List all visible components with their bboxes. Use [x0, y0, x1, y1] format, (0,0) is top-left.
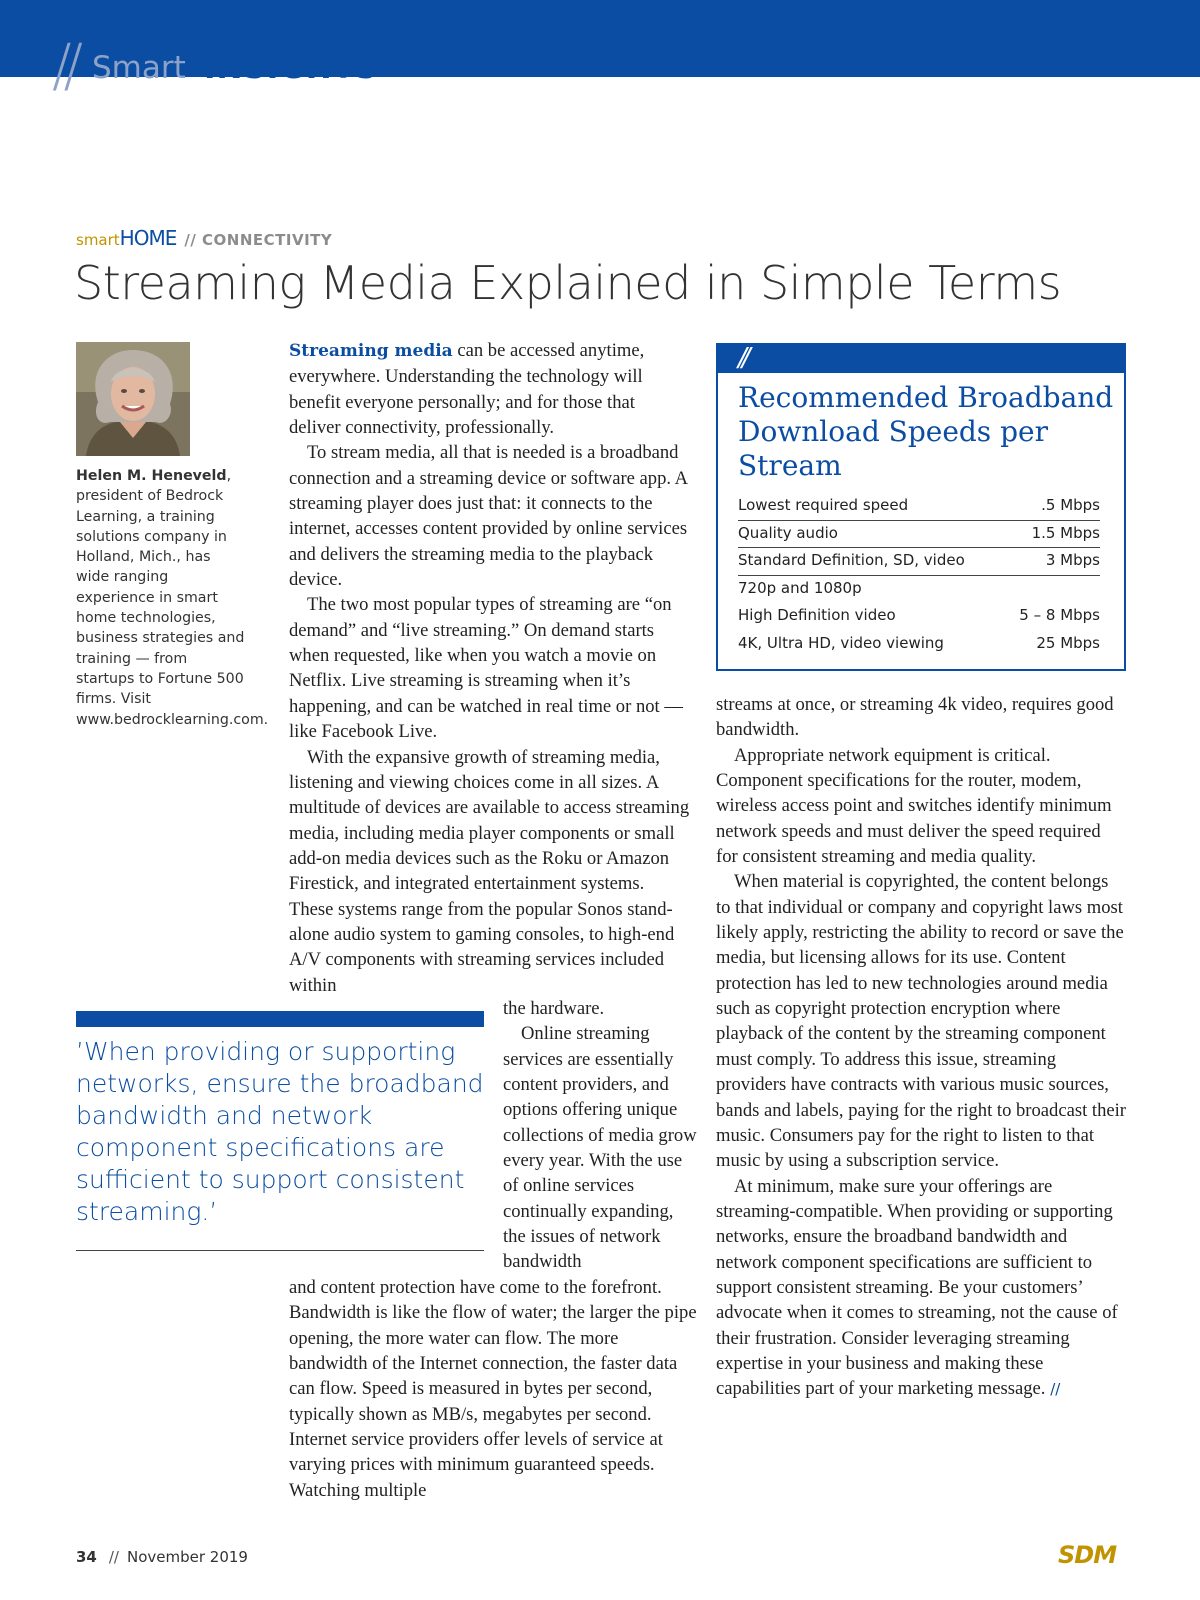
- speed-sidebar-box: [716, 343, 1126, 671]
- article-paragraph-5: Online streaming services are essentially content providers, and options offering unique collections of media grow every year. With the use of online services continually expanding, the issues of network bandwidth: [503, 1023, 697, 1273]
- author-name: Helen M. Heneveld: [76, 468, 227, 484]
- article-paragraph-4: With the expansive growth of streaming media, listening and viewing choices come in all sizes. A multitude of devices are available to access streaming media, including media player components or small add-on media devices such as the Roku or Amazon Firestick, and integrated entertainment systems. These systems range from the popular Sonos stand-alone audio system to gaming consoles, to high-end A/V components with streaming services included within: [289, 746, 690, 996]
- table-row: [738, 631, 1100, 659]
- table-row: [738, 576, 1100, 604]
- table-row: [738, 521, 1100, 549]
- article-paragraph-1: [289, 338, 691, 440]
- speed-value: 5 – 8 Mbps: [1019, 606, 1100, 624]
- article-lead-in: Streaming media: [289, 341, 453, 361]
- header-slash-mark: //: [52, 31, 76, 99]
- speed-label: Quality audio: [738, 523, 838, 542]
- sidebar-header-band: [718, 345, 1124, 373]
- speed-value: 3 Mbps: [1045, 551, 1100, 569]
- issue-date: November 2019: [126, 1548, 248, 1566]
- sidebar-title: Recommended Broadband Download Speeds per Stream: [738, 381, 1114, 482]
- sidebar-slash-mark: //: [738, 343, 746, 373]
- page-number: 34: [76, 1548, 97, 1566]
- article-paragraph-2: To stream media, all that is needed is a broadband connection and a streaming device or software app. A streaming player does just that: it connects to the internet, accesses content provided by online services and delivers the streaming media to the playback device.: [289, 442, 688, 591]
- page-footer: [76, 1548, 248, 1566]
- author-bio: [76, 466, 269, 730]
- speed-value: 1.5 Mbps: [1031, 523, 1100, 542]
- speed-label: 720p and 1080p: [738, 578, 862, 597]
- speed-value: .5 Mbps: [1041, 496, 1100, 514]
- smarthome-logo-prefix: smart: [76, 231, 120, 249]
- speed-value: 25 Mbps: [1036, 633, 1100, 652]
- article-paragraph-1-text: can be accessed anytime, everywhere. Understanding the technology will benefit everyone personally; and for those that deliver connectivity, professionally.: [289, 340, 645, 439]
- author-photo: [76, 342, 190, 456]
- article-title: Streaming Media Explained in Simple Terms: [74, 256, 1062, 310]
- author-portrait-image: [76, 342, 190, 456]
- article-paragraph-6: Appropriate network equipment is critical. Component specifications for the router, modem, wireless access point and switches identify minimum network speeds and must deliver the speed required for consistent streaming and media quality.: [716, 744, 1112, 868]
- speed-label: 4K, Ultra HD, video viewing: [738, 633, 944, 652]
- speed-label: High Definition video: [738, 606, 896, 624]
- article-column-1-upper: [289, 338, 691, 998]
- speed-table: [738, 493, 1100, 658]
- article-end-mark: //: [1045, 1380, 1061, 1399]
- section-label: // CONNECTIVITY: [184, 231, 333, 249]
- article-paragraph-5-continued: and content protection have come to the forefront. Bandwidth is like the flow of water; the larger the pipe opening, the more water can flow. The more bandwidth of the Internet connection, the faster data can flow. Speed is measured in bytes per second, typically shown as MB/s, megabytes per second. Internet service providers offer levels of service at varying prices with minimum guaranteed speeds. Watching multiple: [289, 1277, 697, 1501]
- page-header: [0, 0, 1200, 99]
- speed-label: Lowest required speed: [738, 496, 909, 514]
- speed-label: Standard Definition, SD, video: [738, 551, 965, 569]
- table-row: [738, 493, 1100, 521]
- table-row: [738, 603, 1100, 631]
- author-bio-text: , president of Bedrock Learning, a training solutions company in Holland, Mich., has wide ranging experience in smart home technologies, business strategies and training — from startups to Fortune 500 firms. Visit www.bedrocklearning.com.: [76, 468, 269, 728]
- footer-separator: //: [108, 1548, 119, 1566]
- pull-quote: ’When providing or supporting networks, ensure the broadband bandwidth and network component specifications are sufficient to support consistent streaming.’: [76, 1037, 484, 1226]
- article-paragraph-7: When material is copyrighted, the content belongs to that individual or company and copyright laws most likely apply, restricting the ability to record or save the media, but licensing allows for its use. Content protection has led to new technologies around media such as copyright protection encryption where playback of the content by the streaming component must comply. To address this issue, streaming providers have contracts with various music sources, bands and labels, paying for the right to broadcast their music. Consumers pay for the right to listen to that music by using a subscription service.: [716, 871, 1126, 1172]
- article-paragraph-3: The two most popular types of streaming are “on demand” and “live streaming.” On demand starts when requested, like when you watch a movie on Netflix. Live streaming is streaming when it’s happening, and can be watched in real time or not — like Facebook Live.: [289, 594, 683, 743]
- section-tag: [76, 226, 332, 250]
- header-brand-light: Smart: [92, 50, 186, 86]
- article-paragraph-5-end: streams at once, or streaming 4k video, requires good bandwidth.: [716, 694, 1114, 741]
- article-column-1-lower: [289, 1275, 699, 1503]
- sdm-logo: SDM: [1058, 1541, 1117, 1569]
- article-paragraph-8: [716, 1174, 1126, 1403]
- article-column-2: [716, 692, 1126, 1403]
- pull-quote-rule: [76, 1250, 484, 1251]
- pull-quote-bar: [76, 1011, 484, 1027]
- smarthome-logo-suffix: HOME: [119, 226, 177, 250]
- article-paragraph-8-text: At minimum, make sure your offerings are streaming-compatible. When providing or supporting networks, ensure the broadband bandwidth and network component specifications are sufficient to support consistent streaming. Be your customers’ advocate when it comes to streaming, not the cause of their frustration. Consider leveraging streaming expertise in your business and making these capabilities part of your marketing message.: [716, 1175, 1118, 1400]
- header-brand-bold: INSIGHTS: [204, 50, 379, 86]
- table-row: [738, 548, 1100, 576]
- article-column-1-narrow: [503, 996, 699, 1275]
- article-paragraph-4-end: the hardware.: [503, 998, 605, 1019]
